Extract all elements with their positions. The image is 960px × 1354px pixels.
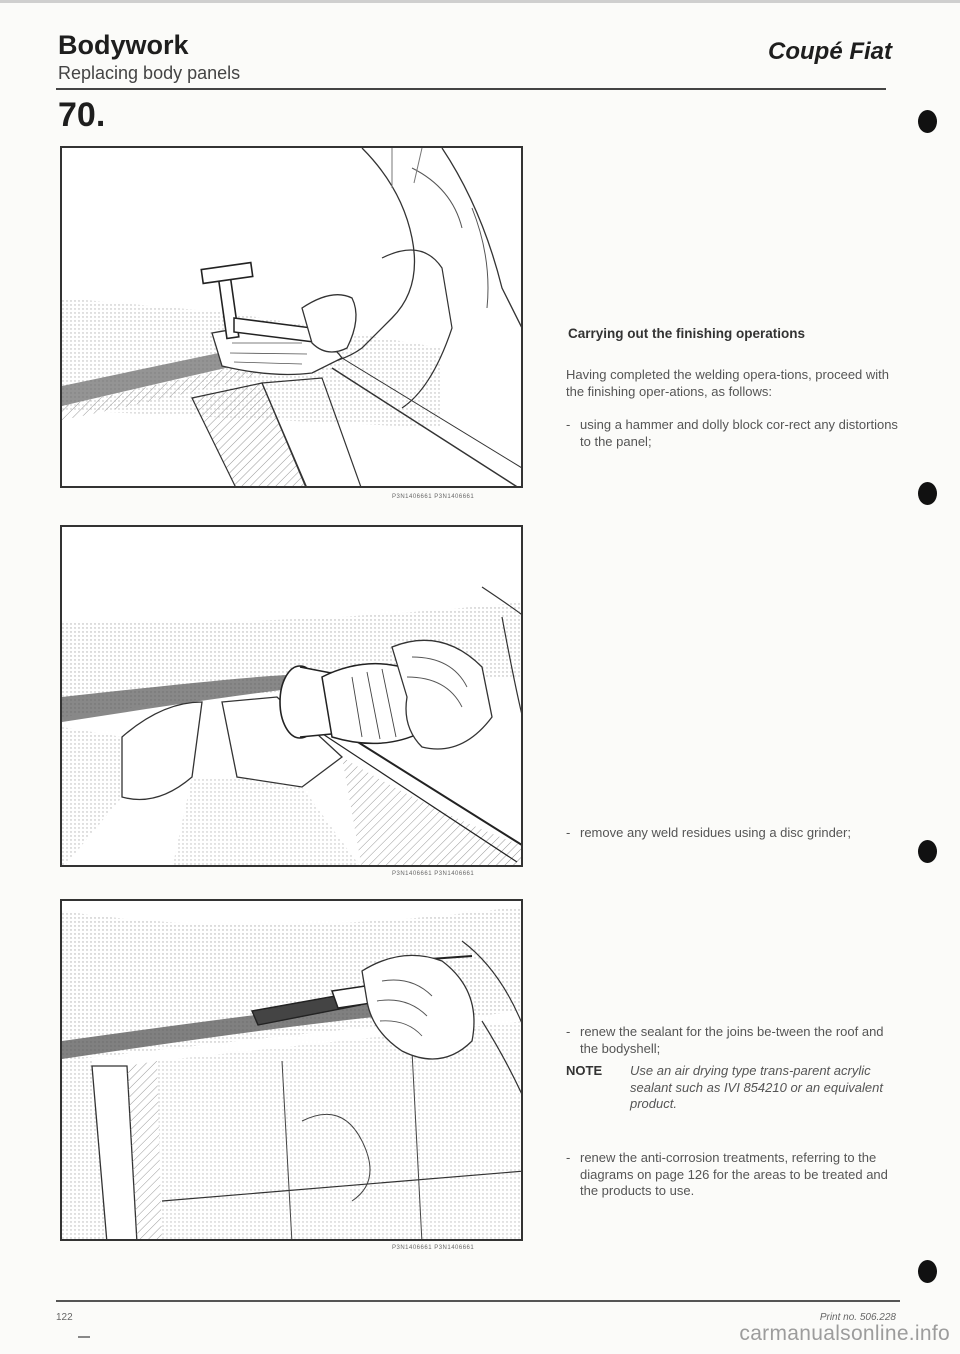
note-label: NOTE — [566, 1063, 603, 1078]
disc-grinder-illustration — [62, 527, 523, 867]
step-text: remove any weld residues using a disc grinder; — [580, 825, 851, 840]
step-text: renew the anti-corrosion treatments, referring to the diagrams on page 126 for the areas to be treated and the products to use. — [580, 1150, 888, 1198]
binder-hole-mark — [918, 1260, 937, 1283]
binder-hole-mark — [918, 482, 937, 505]
figure-code: P3N1406661 P3N1406661 — [392, 494, 475, 500]
sealant-gun-illustration — [62, 901, 523, 1241]
binder-hole-mark — [918, 110, 937, 133]
footer-rule — [56, 1300, 900, 1302]
bullet-dash: - — [566, 1024, 571, 1039]
note-text: Use an air drying type trans-parent acrylic sealant such as IVI 854210 or an equivalent product. — [630, 1063, 883, 1111]
section-title: Carrying out the finishing operations — [568, 326, 806, 341]
bullet-dash: - — [566, 417, 571, 432]
figure-code: P3N1406661 P3N1406661 — [392, 1245, 475, 1251]
procedure-number: 70. — [58, 96, 106, 134]
step-text: using a hammer and dolly block cor-rect any distortions to the panel; — [580, 417, 898, 449]
step-anti-corrosion — [566, 1150, 898, 1200]
binder-hole-mark — [918, 840, 937, 863]
step-text: renew the sealant for the joins be-tween the roof and the bodyshell; — [580, 1024, 884, 1056]
top-edge — [0, 0, 960, 3]
step-disc-grinder — [566, 825, 898, 842]
page-number: 122 — [56, 1312, 73, 1323]
figure-sealant-gun — [60, 899, 523, 1241]
edge-mark — [78, 1336, 90, 1338]
watermark: carmanualsonline.info — [739, 1322, 950, 1345]
figure-disc-grinder — [60, 525, 523, 867]
bullet-dash: - — [566, 1150, 571, 1165]
step-sealant — [566, 1024, 898, 1057]
print-number: Print no. 506.228 — [819, 1312, 896, 1323]
intro-paragraph: Having completed the welding opera-tions, proceed with the finishing oper-ations, as follows: — [566, 367, 890, 399]
brand-heading: Coupé Fiat — [768, 38, 892, 65]
section-heading: Bodywork — [58, 30, 189, 60]
figure-hammer-dolly — [60, 146, 523, 488]
figure-code: P3N1406661 P3N1406661 — [392, 871, 475, 877]
header-rule — [56, 88, 886, 90]
bullet-dash: - — [566, 825, 571, 840]
hammer-dolly-illustration — [62, 148, 523, 488]
subsection-heading: Replacing body panels — [58, 63, 241, 83]
step-hammer-dolly — [566, 417, 898, 450]
